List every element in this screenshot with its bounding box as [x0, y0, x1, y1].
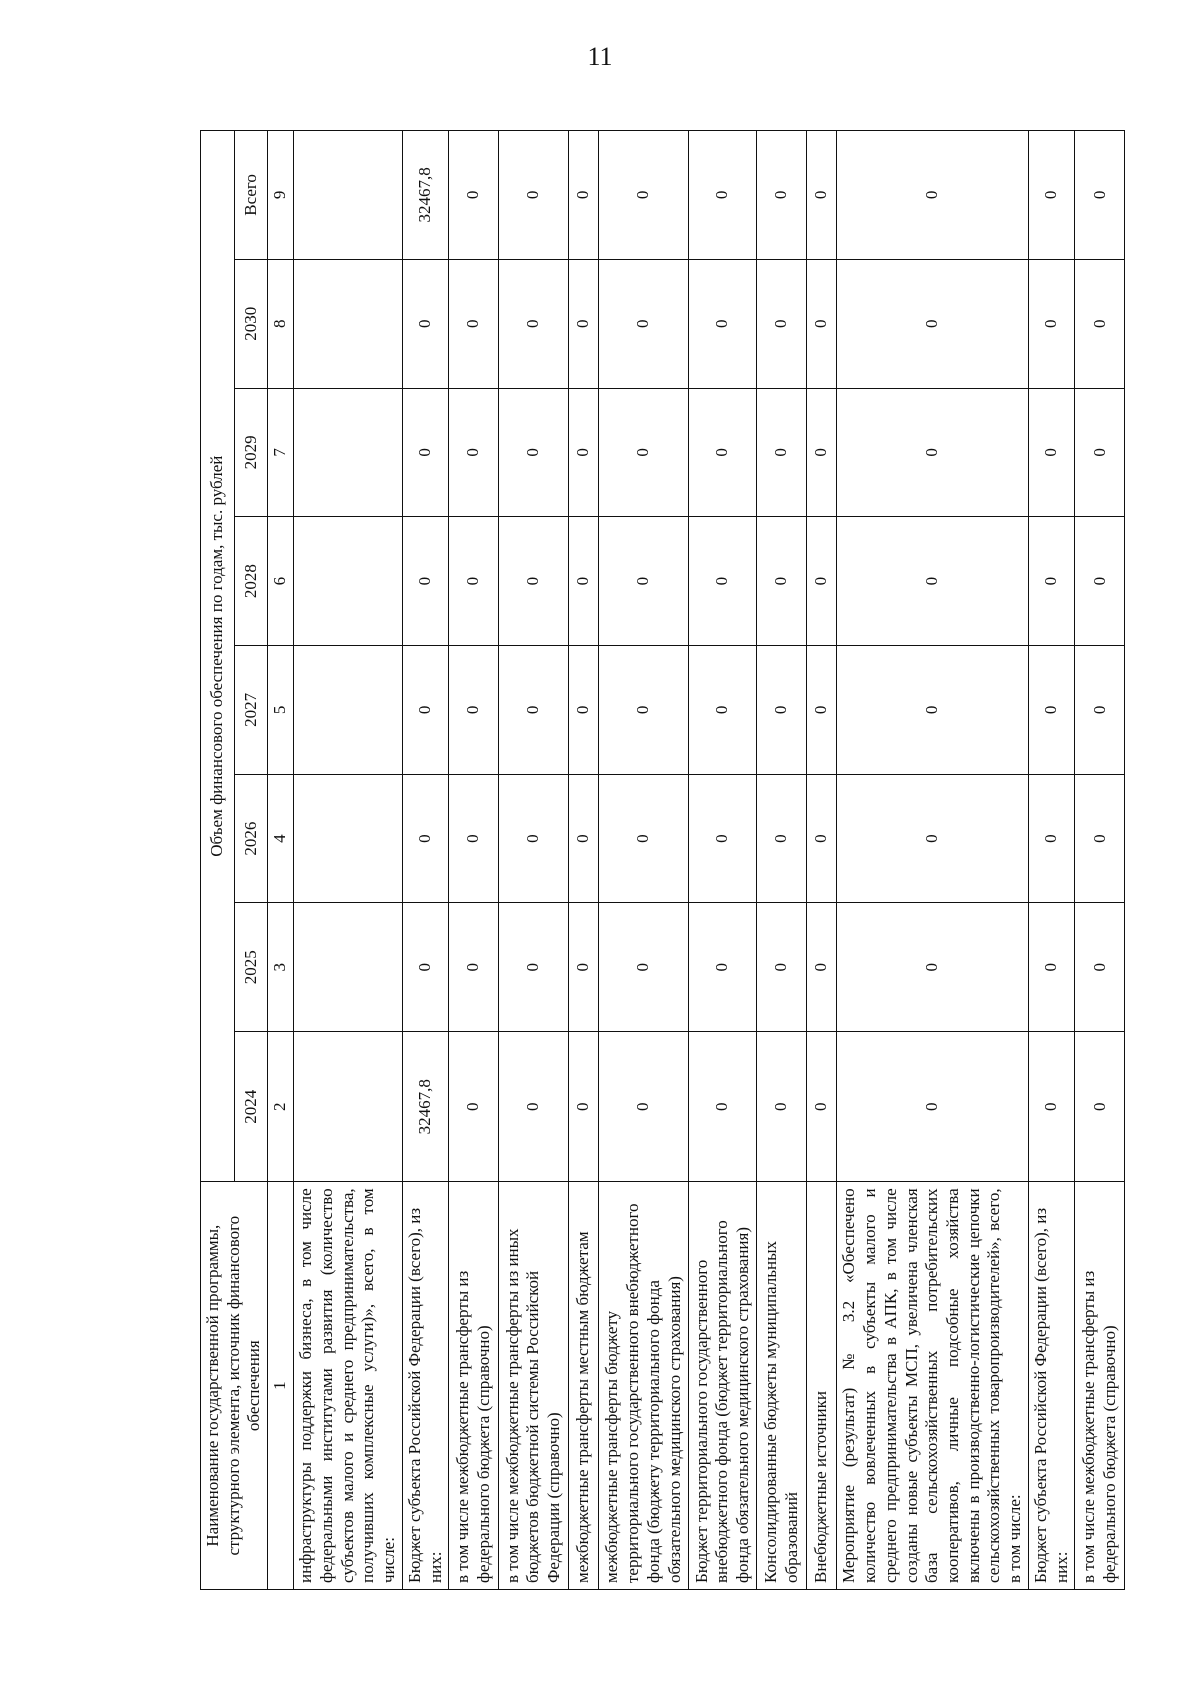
cell-2030: [294, 259, 403, 388]
cell-2030: 0: [449, 259, 499, 388]
cell-2028: 0: [837, 517, 1029, 646]
cell-2026: [294, 774, 403, 903]
cell-total: 0: [599, 131, 689, 260]
cell-2027: 0: [569, 646, 599, 775]
cell-total: 0: [1075, 131, 1125, 260]
cell-2027: 0: [1075, 646, 1125, 775]
cell-2029: 0: [1028, 388, 1074, 517]
cell-2025: 0: [402, 903, 448, 1032]
cell-2028: 0: [599, 517, 689, 646]
page-number: 11: [587, 42, 613, 71]
table-row: [689, 131, 757, 1590]
cell-2028: [294, 517, 403, 646]
cell-2026: 0: [689, 774, 757, 903]
cell-2025: 0: [449, 903, 499, 1032]
cell-2030: 0: [599, 259, 689, 388]
cell-2029: [294, 388, 403, 517]
cell-2026: 0: [449, 774, 499, 903]
row-label: Консолидированные бюджеты муниципальных образований: [757, 1182, 807, 1590]
cell-2027: 0: [1028, 646, 1074, 775]
cell-2030: 0: [499, 259, 569, 388]
cell-2024: 0: [449, 1032, 499, 1182]
row-label: Бюджет субъекта Российской Федерации (всего), из них:: [1028, 1182, 1074, 1590]
cell-2029: 0: [689, 388, 757, 517]
cell-2029: 0: [837, 388, 1029, 517]
row-label: в том числе межбюджетные трансферты из иных бюджетов бюджетной системы Российской Федерации (справочно): [499, 1182, 569, 1590]
cell-2027: 0: [499, 646, 569, 775]
cell-2026: 0: [569, 774, 599, 903]
cell-2026: 0: [402, 774, 448, 903]
cell-2027: 0: [402, 646, 448, 775]
cell-2029: 0: [757, 388, 807, 517]
year-header-2028: 2028: [234, 517, 268, 646]
cell-2026: 0: [499, 774, 569, 903]
cell-2029: 0: [449, 388, 499, 517]
cell-2025: 0: [1028, 903, 1074, 1032]
row-label: межбюджетные трансферты бюджету территориального государственного внебюджетного фонда (бюджету территориального фонда обязательного медицинского страхования): [599, 1182, 689, 1590]
cell-2028: 0: [402, 517, 448, 646]
row-label: инфраструктуры поддержки бизнеса, в том числе федеральными институтами развития (количество субъектов малого и среднего предпринимательства, получивших комплексные услуги)», всего, в том числе:: [294, 1182, 403, 1590]
cell-2028: 0: [689, 517, 757, 646]
year-header-2026: 2026: [234, 774, 268, 903]
year-header-2025: 2025: [234, 903, 268, 1032]
column-number: 6: [268, 517, 294, 646]
cell-2027: 0: [689, 646, 757, 775]
cell-2028: 0: [757, 517, 807, 646]
column-number: 9: [268, 131, 294, 260]
cell-2029: 0: [1075, 388, 1125, 517]
cell-2025: 0: [757, 903, 807, 1032]
cell-2024: 0: [1028, 1032, 1074, 1182]
cell-2028: 0: [807, 517, 837, 646]
cell-2025: 0: [499, 903, 569, 1032]
cell-2027: 0: [757, 646, 807, 775]
column-number: 3: [268, 903, 294, 1032]
table-row: [449, 131, 499, 1590]
cell-2030: 0: [1075, 259, 1125, 388]
cell-2027: 0: [807, 646, 837, 775]
column-number: 2: [268, 1032, 294, 1182]
year-header-2024: 2024: [234, 1032, 268, 1182]
cell-2025: 0: [689, 903, 757, 1032]
cell-2027: 0: [599, 646, 689, 775]
cell-2030: 0: [569, 259, 599, 388]
column-number: 7: [268, 388, 294, 517]
row-label: Бюджет субъекта Российской Федерации (всего), из них:: [402, 1182, 448, 1590]
cell-2024: 0: [689, 1032, 757, 1182]
row-label: Бюджет территориального государственного внебюджетного фонда (бюджет территориального фонда обязательного медицинского страхования): [689, 1182, 757, 1590]
total-header: Всего: [234, 131, 268, 260]
cell-total: 0: [499, 131, 569, 260]
cell-2030: 0: [837, 259, 1029, 388]
cell-2024: 0: [569, 1032, 599, 1182]
cell-2029: 0: [499, 388, 569, 517]
cell-2024: 0: [837, 1032, 1029, 1182]
financing-table: [200, 130, 1125, 1590]
column-number: 5: [268, 646, 294, 775]
cell-total: 0: [1028, 131, 1074, 260]
table-row: [1075, 131, 1125, 1590]
table-row: [837, 131, 1029, 1590]
cell-2026: 0: [807, 774, 837, 903]
year-header-2029: 2029: [234, 388, 268, 517]
cell-2025: 0: [807, 903, 837, 1032]
column-number: 4: [268, 774, 294, 903]
cell-2026: 0: [1075, 774, 1125, 903]
table-row: [499, 131, 569, 1590]
table-row: [569, 131, 599, 1590]
cell-2024: 32467,8: [402, 1032, 448, 1182]
cell-2030: 0: [1028, 259, 1074, 388]
cell-2024: [294, 1032, 403, 1182]
cell-2025: 0: [837, 903, 1029, 1032]
cell-2030: 0: [757, 259, 807, 388]
cell-total: 0: [807, 131, 837, 260]
cell-total: [294, 131, 403, 260]
table-row: [599, 131, 689, 1590]
cell-total: 0: [569, 131, 599, 260]
cell-2024: 0: [757, 1032, 807, 1182]
cell-2024: 0: [807, 1032, 837, 1182]
cell-2029: 0: [569, 388, 599, 517]
row-label: Мероприятие (результат) № 3.2 «Обеспечено количество вовлеченных в субъекты малого и среднего предпринимательства в АПК, в том числе созданы новые субъекты МСП, увеличена членская база сельскохозяйственных потребительских кооперативов, личные подсобные хозяйства включены в производственно-логистические цепочки сельскохозяйственных товаропроизводителей», всего, в том числе:: [837, 1182, 1029, 1590]
cell-2028: 0: [1028, 517, 1074, 646]
rotated-table-container: [200, 130, 1119, 1590]
cell-2026: 0: [837, 774, 1029, 903]
cell-2027: 0: [837, 646, 1029, 775]
cell-2028: 0: [569, 517, 599, 646]
year-header-2030: 2030: [234, 259, 268, 388]
cell-total: 32467,8: [402, 131, 448, 260]
cell-total: 0: [757, 131, 807, 260]
cell-2024: 0: [1075, 1032, 1125, 1182]
row-label: Внебюджетные источники: [807, 1182, 837, 1590]
cell-2026: 0: [1028, 774, 1074, 903]
table-row: [294, 131, 403, 1590]
cell-2025: [294, 903, 403, 1032]
cell-2026: 0: [757, 774, 807, 903]
volume-group-header: Объем финансового обеспечения по годам, тыс. рублей: [201, 131, 235, 1182]
cell-2028: 0: [499, 517, 569, 646]
cell-total: 0: [689, 131, 757, 260]
cell-2027: 0: [449, 646, 499, 775]
cell-2025: 0: [1075, 903, 1125, 1032]
cell-total: 0: [837, 131, 1029, 260]
row-label: в том числе межбюджетные трансферты из федерального бюджета (справочно): [1075, 1182, 1125, 1590]
table-row: [757, 131, 807, 1590]
name-column-header: Наименование государственной программы, структурного элемента, источник финансового обеспечения: [201, 1182, 268, 1590]
cell-2030: 0: [807, 259, 837, 388]
cell-2029: 0: [807, 388, 837, 517]
table-row: [402, 131, 448, 1590]
cell-2028: 0: [1075, 517, 1125, 646]
column-number: 8: [268, 259, 294, 388]
cell-2029: 0: [599, 388, 689, 517]
cell-2026: 0: [599, 774, 689, 903]
cell-2030: 0: [689, 259, 757, 388]
cell-2028: 0: [449, 517, 499, 646]
cell-total: 0: [449, 131, 499, 260]
row-label: межбюджетные трансферты местным бюджетам: [569, 1182, 599, 1590]
cell-2029: 0: [402, 388, 448, 517]
table-row: [1028, 131, 1074, 1590]
cell-2027: [294, 646, 403, 775]
cell-2025: 0: [599, 903, 689, 1032]
cell-2025: 0: [569, 903, 599, 1032]
cell-2024: 0: [499, 1032, 569, 1182]
table-row: [807, 131, 837, 1590]
cell-2030: 0: [402, 259, 448, 388]
year-header-2027: 2027: [234, 646, 268, 775]
column-number: 1: [268, 1182, 294, 1590]
cell-2024: 0: [599, 1032, 689, 1182]
row-label: в том числе межбюджетные трансферты из федерального бюджета (справочно): [449, 1182, 499, 1590]
